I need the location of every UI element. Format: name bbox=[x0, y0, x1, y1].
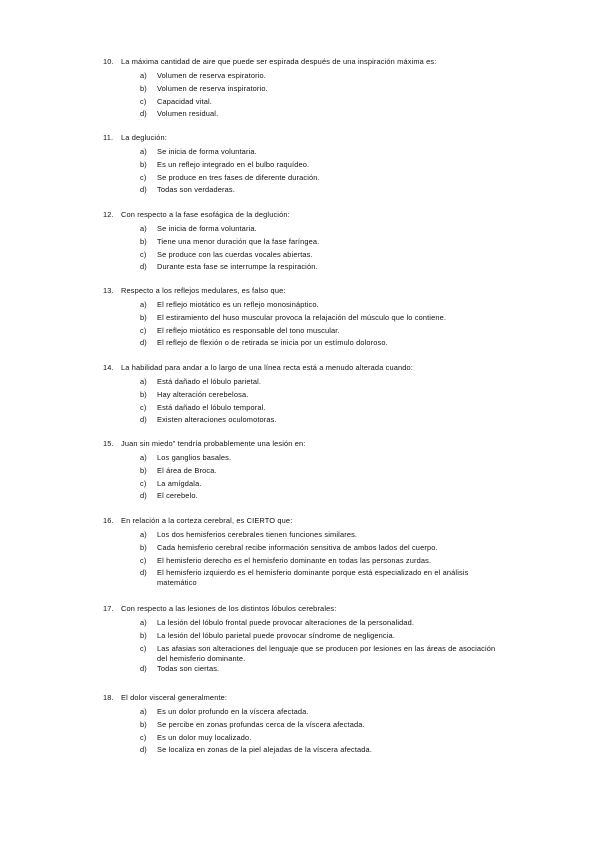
option-letter: c) bbox=[140, 96, 147, 106]
option-b bbox=[140, 313, 503, 326]
option-letter: d) bbox=[140, 663, 147, 673]
option-letter: d) bbox=[140, 338, 147, 348]
option-text: Se inicia de forma voluntaria. bbox=[157, 147, 257, 156]
question-number: 14. bbox=[103, 363, 114, 372]
option-letter: a) bbox=[140, 377, 147, 386]
option-letter: a) bbox=[140, 147, 147, 156]
option-list bbox=[140, 530, 503, 588]
option-a bbox=[140, 377, 503, 390]
option-list bbox=[140, 300, 503, 351]
option-text: Los dos hemisferios cerebrales tienen funciones similares. bbox=[157, 530, 358, 539]
option-text: Durante esta fase se interrumpe la respiración. bbox=[157, 262, 318, 272]
option-text: La lesión del lóbulo parietal puede provocar síndrome de negligencia. bbox=[157, 630, 395, 640]
question-text: Juan sin miedo” tendría probablemente una lesión en: bbox=[121, 439, 306, 448]
option-list bbox=[140, 377, 503, 428]
option-b bbox=[140, 390, 503, 403]
option-letter: a) bbox=[140, 300, 147, 309]
question-number: 18. bbox=[103, 693, 114, 702]
question-text: Respecto a los reflejos medulares, es falso que: bbox=[121, 286, 286, 295]
option-c bbox=[140, 250, 503, 263]
option-text: Hay alteración cerebelosa. bbox=[157, 389, 249, 399]
question-number: 13. bbox=[103, 286, 114, 295]
option-text: Capacidad vital. bbox=[157, 96, 212, 106]
option-letter: b) bbox=[140, 159, 147, 169]
option-text: Cada hemisferio cerebral recibe información sensitiva de ambos lados del cuerpo. bbox=[157, 542, 438, 552]
option-letter: a) bbox=[140, 707, 147, 716]
question-13 bbox=[103, 286, 503, 351]
question-number: 11. bbox=[103, 133, 114, 142]
option-letter: c) bbox=[140, 555, 147, 565]
question-10 bbox=[103, 57, 503, 122]
option-text: Se produce en tres fases de diferente duración. bbox=[157, 172, 320, 182]
option-d bbox=[140, 664, 503, 677]
option-d bbox=[140, 109, 503, 122]
option-letter: d) bbox=[140, 491, 147, 501]
option-a bbox=[140, 71, 503, 84]
question-12 bbox=[103, 210, 503, 275]
option-letter: c) bbox=[140, 249, 147, 259]
option-text: El hemisferio izquierdo es el hemisferio dominante porque está especializado en el análisis matemático bbox=[157, 568, 469, 588]
option-a bbox=[140, 300, 503, 313]
option-text: Se percibe en zonas profundas cerca de la víscera afectada. bbox=[157, 719, 365, 729]
option-letter: a) bbox=[140, 453, 147, 462]
option-letter: b) bbox=[140, 465, 147, 475]
question-text: La deglución: bbox=[121, 133, 167, 142]
option-c bbox=[140, 479, 503, 492]
option-letter: d) bbox=[140, 415, 147, 425]
option-text: El hemisferio derecho es el hemisferio dominante en todas las personas zurdas. bbox=[157, 555, 432, 565]
option-b bbox=[140, 720, 503, 733]
option-letter: d) bbox=[140, 568, 147, 578]
option-text: La amígdala. bbox=[157, 478, 202, 488]
option-letter: c) bbox=[140, 402, 147, 412]
option-letter: c) bbox=[140, 478, 147, 488]
option-text: Volumen de reserva espiratorio. bbox=[157, 71, 266, 80]
option-text: Está dañado el lóbulo parietal. bbox=[157, 377, 262, 386]
question-number: 12. bbox=[103, 210, 114, 219]
option-letter: c) bbox=[140, 172, 147, 182]
option-d bbox=[140, 415, 503, 428]
option-list bbox=[140, 618, 503, 676]
option-a bbox=[140, 530, 503, 543]
option-b bbox=[140, 631, 503, 644]
option-letter: a) bbox=[140, 71, 147, 80]
option-b bbox=[140, 237, 503, 250]
option-a bbox=[140, 147, 503, 160]
option-text: Se inicia de forma voluntaria. bbox=[157, 224, 257, 233]
option-b bbox=[140, 543, 503, 556]
option-text: El estiramiento del huso muscular provoca la relajación del músculo que lo contiene. bbox=[157, 312, 447, 322]
option-text: Todas son verdaderas. bbox=[157, 185, 235, 195]
option-list bbox=[140, 453, 503, 504]
option-text: Las afasias son alteraciones del lenguaje que se producen por lesiones en las áreas de asociación del hemisferio dominante. bbox=[157, 643, 496, 663]
question-text: Con respecto a las lesiones de los distintos lóbulos cerebrales: bbox=[121, 604, 337, 613]
option-text: El reflejo miotático es responsable del tono muscular. bbox=[157, 325, 340, 335]
question-header bbox=[103, 210, 503, 221]
option-d bbox=[140, 568, 503, 588]
option-letter: a) bbox=[140, 618, 147, 627]
option-c bbox=[140, 556, 503, 569]
option-text: Es un dolor muy localizado. bbox=[157, 732, 252, 742]
option-a bbox=[140, 224, 503, 237]
question-header bbox=[103, 57, 503, 68]
option-text: Es un dolor profundo en la víscera afectada. bbox=[157, 707, 309, 716]
question-18 bbox=[103, 693, 503, 758]
option-letter: b) bbox=[140, 630, 147, 640]
question-15 bbox=[103, 439, 503, 504]
option-a bbox=[140, 618, 503, 631]
question-16 bbox=[103, 516, 503, 588]
question-number: 17. bbox=[103, 604, 114, 613]
question-header bbox=[103, 363, 503, 374]
option-d bbox=[140, 185, 503, 198]
option-a bbox=[140, 707, 503, 720]
option-c bbox=[140, 326, 503, 339]
option-text: El reflejo miotático es un reflejo monosináptico. bbox=[157, 300, 319, 309]
option-list bbox=[140, 71, 503, 122]
option-letter: b) bbox=[140, 236, 147, 246]
question-header bbox=[103, 604, 503, 615]
option-text: El cerebelo. bbox=[157, 491, 198, 501]
option-b bbox=[140, 466, 503, 479]
question-header bbox=[103, 516, 503, 527]
question-text: En relación a la corteza cerebral, es CIERTO que: bbox=[121, 516, 293, 525]
option-letter: c) bbox=[140, 325, 147, 335]
option-text: La lesión del lóbulo frontal puede provocar alteraciones de la personalidad. bbox=[157, 618, 415, 627]
option-text: Volumen residual. bbox=[157, 109, 219, 119]
option-b bbox=[140, 84, 503, 97]
option-c bbox=[140, 97, 503, 110]
option-letter: d) bbox=[140, 185, 147, 195]
question-header bbox=[103, 693, 503, 704]
option-text: Todas son ciertas. bbox=[157, 663, 220, 673]
question-text: La máxima cantidad de aire que puede ser espirada después de una inspiración máxima es: bbox=[121, 57, 437, 66]
option-list bbox=[140, 707, 503, 758]
option-b bbox=[140, 160, 503, 173]
question-number: 15. bbox=[103, 439, 114, 448]
option-text: Está dañado el lóbulo temporal. bbox=[157, 402, 266, 412]
question-text: Con respecto a la fase esofágica de la deglución: bbox=[121, 210, 290, 219]
question-number: 16. bbox=[103, 516, 114, 525]
option-text: Los ganglios basales. bbox=[157, 453, 232, 462]
option-text: Existen alteraciones oculomotoras. bbox=[157, 415, 277, 425]
option-letter: b) bbox=[140, 83, 147, 93]
question-header bbox=[103, 286, 503, 297]
question-11 bbox=[103, 133, 503, 198]
option-text: Es un reflejo integrado en el bulbo raquídeo. bbox=[157, 159, 310, 169]
question-number: 10. bbox=[103, 57, 114, 66]
option-c bbox=[140, 644, 503, 664]
option-d bbox=[140, 745, 503, 758]
question-17 bbox=[103, 604, 503, 676]
question-text: La habilidad para andar a lo largo de una línea recta está a menudo alterada cuando: bbox=[121, 363, 414, 372]
option-text: Tiene una menor duración que la fase faríngea. bbox=[157, 236, 320, 246]
option-letter: c) bbox=[140, 732, 147, 742]
question-text: El dolor visceral generalmente: bbox=[121, 693, 228, 702]
option-a bbox=[140, 453, 503, 466]
option-letter: b) bbox=[140, 719, 147, 729]
option-letter: d) bbox=[140, 109, 147, 119]
option-c bbox=[140, 173, 503, 186]
option-text: Volumen de reserva inspiratorio. bbox=[157, 83, 268, 93]
option-d bbox=[140, 262, 503, 275]
question-14 bbox=[103, 363, 503, 428]
option-d bbox=[140, 491, 503, 504]
option-list bbox=[140, 224, 503, 275]
option-letter: d) bbox=[140, 262, 147, 272]
question-header bbox=[103, 133, 503, 144]
option-c bbox=[140, 733, 503, 746]
option-letter: c) bbox=[140, 643, 147, 653]
option-text: El reflejo de flexión o de retirada se inicia por un estímulo doloroso. bbox=[157, 338, 388, 348]
option-c bbox=[140, 403, 503, 416]
option-letter: a) bbox=[140, 224, 147, 233]
option-letter: d) bbox=[140, 745, 147, 755]
option-letter: b) bbox=[140, 312, 147, 322]
option-text: Se produce con las cuerdas vocales abiertas. bbox=[157, 249, 313, 259]
option-letter: b) bbox=[140, 389, 147, 399]
question-header bbox=[103, 439, 503, 450]
option-letter: b) bbox=[140, 542, 147, 552]
option-text: El área de Broca. bbox=[157, 465, 217, 475]
option-letter: a) bbox=[140, 530, 147, 539]
option-d bbox=[140, 338, 503, 351]
option-list bbox=[140, 147, 503, 198]
option-text: Se localiza en zonas de la piel alejadas de la víscera afectada. bbox=[157, 745, 373, 755]
